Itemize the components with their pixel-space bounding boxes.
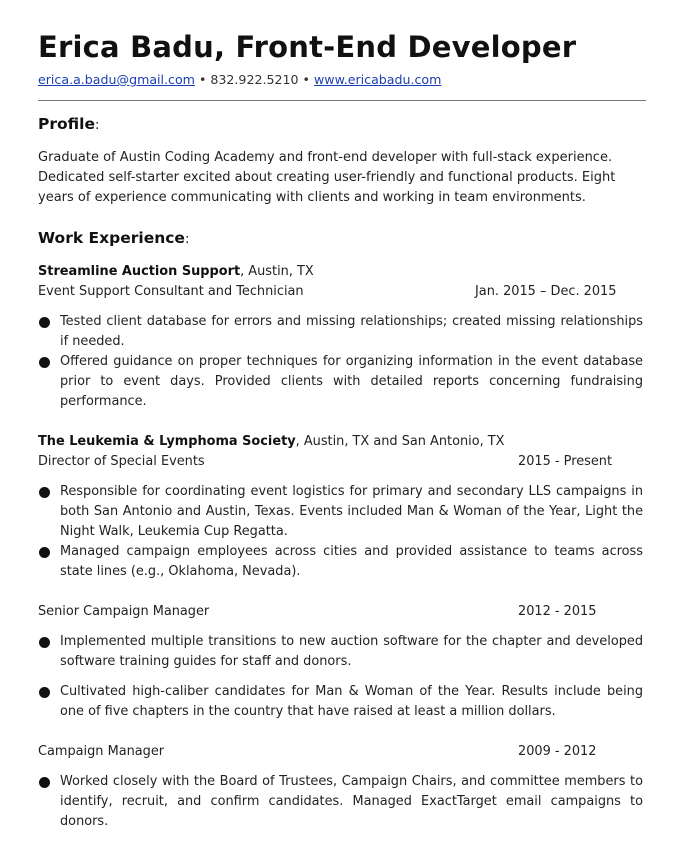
website-link[interactable]: www.ericabadu.com (313, 72, 442, 87)
job-dates: 2015 - Present (518, 454, 613, 469)
work-heading-colon: : (184, 232, 190, 247)
bullet-text: Cultivated high-caliber candidates for Man & Woman of the Year. Results include being one of five chapters in the country that have raised at least a million dollars. (60, 684, 643, 719)
profile-heading-text: Profile (38, 115, 95, 133)
profile-heading (38, 115, 99, 133)
bullet-icon (39, 357, 50, 368)
header-divider (38, 100, 646, 101)
email-link[interactable]: erica.a.badu@gmail.com (38, 72, 195, 87)
list-item (38, 352, 643, 412)
company-name: Streamline Auction Support (38, 264, 241, 279)
profile-heading-colon: : (94, 118, 100, 133)
job-bullets (38, 632, 643, 722)
bullet-icon (39, 317, 50, 328)
bullet-icon (39, 637, 50, 648)
job-title: Event Support Consultant and Technician (38, 284, 304, 299)
bullet-text: Implemented multiple transitions to new auction software for the chapter and developed software training guides for staff and donors. (60, 634, 643, 669)
list-item (38, 772, 643, 832)
work-experience-heading (38, 229, 189, 247)
company-name: The Leukemia & Lymphoma Society (38, 434, 296, 449)
job-company-line (38, 262, 643, 282)
job-bullets (38, 482, 643, 582)
bullet-icon (39, 487, 50, 498)
list-item (38, 312, 643, 352)
list-item (38, 632, 643, 672)
profile-summary: Graduate of Austin Coding Academy and front-end developer with full-stack experience. Dedicated self-starter excited about creating user-friendly and functional products. Eight years of experience communicating with clients and working in team environments. (38, 150, 616, 205)
bullet-text: Tested client database for errors and missing relationships; created missing relationships if needed. (60, 314, 643, 349)
job-bullets (38, 312, 643, 412)
bullet-icon (39, 687, 50, 698)
job-title: Senior Campaign Manager (38, 604, 210, 619)
bullet-icon (39, 547, 50, 558)
bullet-text: Managed campaign employees across cities and provided assistance to teams across state lines (e.g., Oklahoma, Nevada). (60, 544, 643, 579)
bullet-icon (39, 777, 50, 788)
bullet-text: Worked closely with the Board of Trustees, Campaign Chairs, and committee members to identify, recruit, and confirm candidates. Managed ExactTarget email campaigns to donors. (60, 774, 643, 829)
work-heading-text: Work Experience (38, 229, 185, 247)
job-title: Campaign Manager (38, 744, 165, 759)
phone-number: 832.922.5210 (210, 72, 299, 87)
list-item (38, 542, 643, 582)
company-location: , Austin, TX (240, 264, 314, 279)
bullet-text: Offered guidance on proper techniques for organizing information in the event database prior to event days. Provided clients with detailed reports concerning fundraising performance. (60, 354, 643, 409)
bullet-text: Responsible for coordinating event logistics for primary and secondary LLS campaigns in both San Antonio and Austin, Texas. Events included Man & Woman of the Year, Light the Night Walk, Leukemia Cup Regatta. (60, 484, 643, 539)
job-company-line (38, 432, 643, 452)
job-bullets (38, 772, 643, 832)
job-title: Director of Special Events (38, 454, 205, 469)
company-location: , Austin, TX and San Antonio, TX (295, 434, 505, 449)
job-dates: Jan. 2015 – Dec. 2015 (475, 284, 617, 299)
list-item (38, 682, 643, 722)
contact-line (38, 72, 441, 87)
contact-separator: • (194, 72, 211, 87)
job-dates: 2009 - 2012 (518, 744, 597, 759)
list-item (38, 482, 643, 542)
job-dates: 2012 - 2015 (518, 604, 597, 619)
contact-separator: • (298, 72, 314, 87)
resume-name-title: Erica Badu, Front-End Developer (38, 30, 577, 64)
